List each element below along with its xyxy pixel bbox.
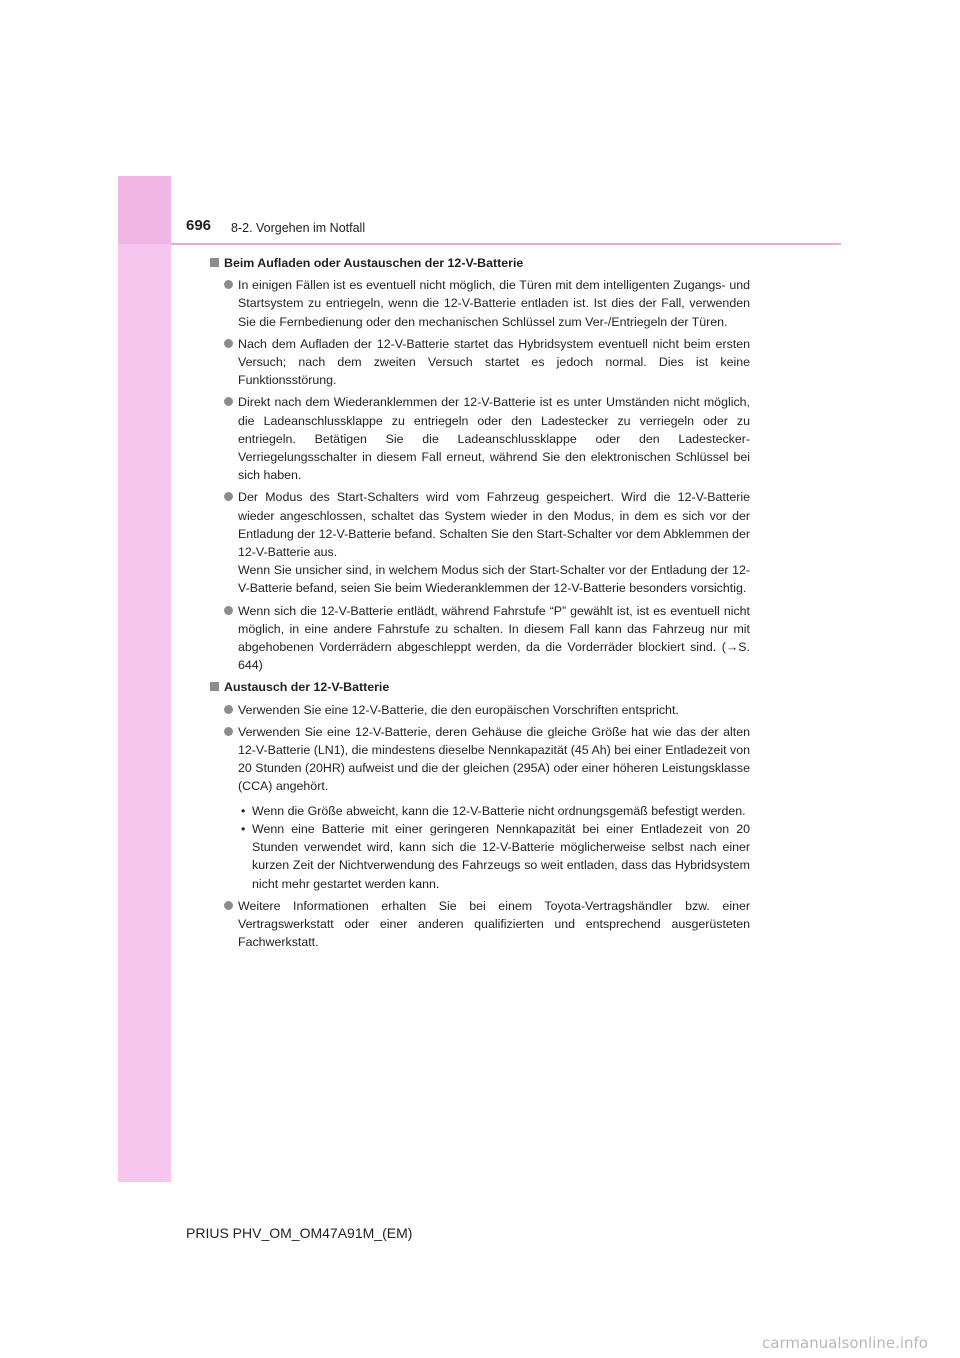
list-item (210, 276, 750, 331)
watermark-link[interactable]: carmanualsonline.info (762, 1334, 928, 1352)
list-item (210, 602, 750, 675)
list-item (210, 393, 750, 484)
circle-bullet-icon (224, 901, 233, 910)
circle-bullet-icon (224, 727, 233, 736)
circle-bullet-icon (224, 397, 233, 406)
circle-bullet-icon (224, 339, 233, 348)
heading-text: Beim Aufladen oder Austauschen der 12-V-Batterie (224, 256, 524, 270)
sub-bullet: • (241, 821, 246, 836)
circle-bullet-icon (224, 705, 233, 714)
heading-text: Austausch der 12-V-Batterie (224, 680, 390, 695)
item-text: Nach dem Aufladen der 12-V-Batterie startet das Hybridsystem eventuell nicht beim ersten Versuch; nach dem zweiten Versuch startet es jedoch normal. Dies ist keine Funktionsstörung. (238, 336, 750, 388)
item-text: Verwenden Sie eine 12-V-Batterie, deren Gehäuse die gleiche Größe hat wie das der alten 12-V-Batterie (LN1), die mindestens dieselbe Nennkapazität (45 Ah) bei einer Entladezeit von 20 Stunden (20HR) aufweist und die der gleichen (295A) oder einer höheren Leistungsklasse (CCA) angehört. (238, 724, 750, 794)
header-rule (171, 243, 841, 245)
list-item (210, 723, 750, 796)
square-bullet-icon (210, 258, 219, 267)
sub-list-item (210, 820, 750, 893)
square-bullet-icon (210, 682, 219, 691)
sub-item-text: Wenn eine Batterie mit einer geringeren Nennkapazität bei einer Entladezeit von 20 Stunden verwendet wird, kann sich die 12-V-Batterie möglicherweise selbst nach einer kurzen Zeit der Nichtverwendung des Fahrzeugs so weit entladen, dass das Hybridsystem nicht mehr gestartet werden kann. (252, 821, 750, 891)
list-item (210, 897, 750, 952)
section-heading (210, 678, 750, 696)
circle-bullet-icon (224, 492, 233, 501)
item-text: In einigen Fällen ist es eventuell nicht möglich, die Türen mit dem intelligenten Zugangs- und Startsystem zu entriegeln, wenn die 12-V-Batterie entladen ist. Ist dies der Fall, verwenden Sie die Fernbedienung oder den mechanischen Schlüssel zum Ver-/Entriegeln der Türen. (238, 278, 750, 329)
footer-document-code: PRIUS PHV_OM_OM47A91M_(EM) (186, 1225, 413, 1241)
sub-list-item (210, 802, 750, 820)
sub-bullet: • (241, 803, 246, 818)
circle-bullet-icon (224, 606, 233, 615)
item-text-continued: Wenn Sie unsicher sind, in welchem Modus sich der Start-Schalter vor der Entladung der 12-V-Batterie befand, seien Sie beim Wiederanklemmen der 12-V-Batterie besonders vorsichtig. (238, 563, 750, 596)
page-content (210, 254, 750, 955)
page-number: 696 (186, 217, 212, 234)
list-item (210, 488, 750, 597)
section-title: 8-2. Vorgehen im Notfall (231, 221, 366, 235)
item-text: Wenn sich die 12-V-Batterie entlädt, während Fahrstufe “P” gewählt ist, ist es eventuell nicht möglich, in eine andere Fahrstufe zu schalten. In diesem Fall kann das Fahrzeug nur mit abgehobenen Vorderrädern abgeschleppt werden, da die Vorderräder blockiert sind. (→S. 644) (238, 603, 750, 673)
sub-item-text: Wenn die Größe abweicht, kann die 12-V-Batterie nicht ordnungsgemäß befestigt werden. (252, 803, 746, 818)
item-text: Weitere Informationen erhalten Sie bei einem Toyota-Vertragshändler bzw. einer Vertragswerkstatt oder einer anderen qualifizierten und entsprechend ausgerüsteten Fachwerkstatt. (238, 898, 750, 950)
item-text: Der Modus des Start-Schalters wird vom Fahrzeug gespeichert. Wird die 12-V-Batterie wieder angeschlossen, schaltet das System wieder in den Modus, in dem es sich vor der Entladung der 12-V-Batterie befand. Schalten Sie den Start-Schalter vor dem Abklemmen der 12-V-Batterie aus. (238, 490, 750, 560)
list-item (210, 701, 750, 719)
item-text: Direkt nach dem Wiederanklemmen der 12-V-Batterie ist es unter Umständen nicht möglich, die Ladeanschlussklappe zu entriegeln oder den Ladestecker zu verriegeln oder zu entriegeln. Betätigen Sie die Ladeanschlussklappe oder den Ladestecker-Verriegelungsschalter in diesem Fall erneut, während Sie den elektronischen Schlüssel bei sich haben. (238, 395, 750, 483)
circle-bullet-icon (224, 280, 233, 289)
list-item (210, 335, 750, 390)
item-text: Verwenden Sie eine 12-V-Batterie, die den europäischen Vorschriften entspricht. (238, 702, 679, 717)
chapter-tab-header (118, 176, 171, 244)
section-heading (210, 254, 750, 272)
chapter-tab-band (118, 176, 171, 1182)
